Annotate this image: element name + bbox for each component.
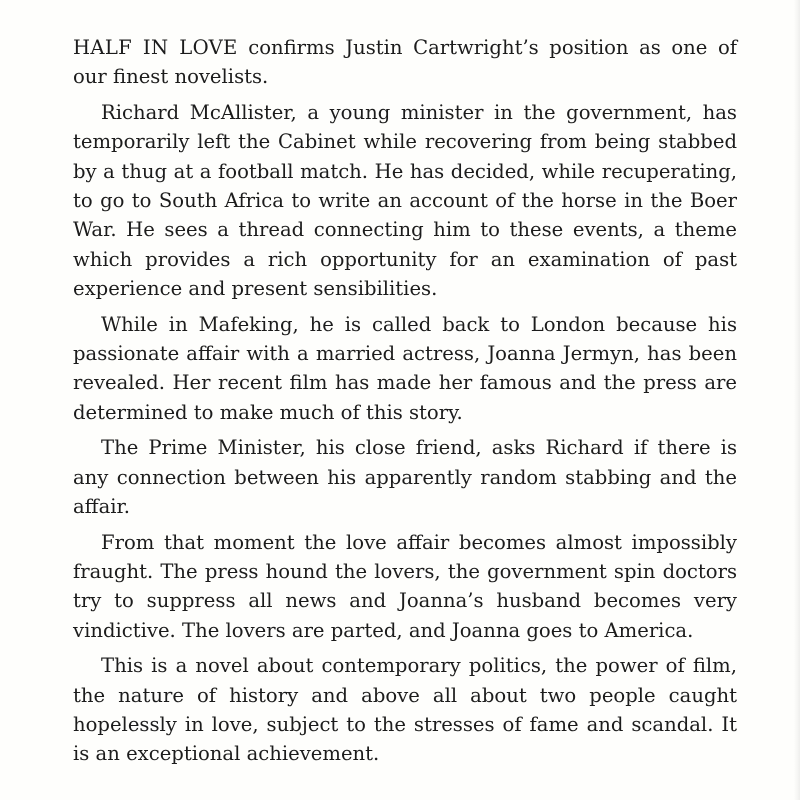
- blurb-paragraph: The Prime Minister, his close friend, asks Richard if there is any connection between his apparently random stabbing and the affair.: [73, 436, 737, 519]
- page-edge-shadow: [794, 0, 800, 800]
- blurb-paragraph: While in Mafeking, he is called back to London because his passionate affair with a married actress, Joanna Jermyn, has been revealed. Her recent film has made her famous and the press are determined to make much of this story.: [73, 312, 737, 424]
- blurb-paragraph: Richard McAllister, a young minister in the government, has temporarily left the Cabinet while recovering from being stabbed by a thug at a football match. He has decided, while recuperating, to go to South Africa to write an account of the horse in the Boer War. He sees a thread connecting him to these events, a theme which provides a rich opportunity for an examination of past experience and present sensibilities.: [73, 100, 737, 301]
- book-title: HALF IN LOVE: [73, 36, 238, 59]
- intro-text: confirms Justin Cartwright’s position as one of our finest novelists.: [73, 36, 738, 89]
- blurb-paragraph-intro: [73, 33, 737, 92]
- blurb-paragraph: From that moment the love affair becomes almost impossibly fraught. The press hound the lovers, the government spin doctors try to suppress all news and Joanna’s husband becomes very vindictive. The lovers are parted, and Joanna goes to America.: [73, 530, 737, 642]
- blurb-paragraph: This is a novel about contemporary politics, the power of film, the nature of history and above all about two people caught hopelessly in love, subject to the stresses of fame and scandal. It is an exceptional achievement.: [73, 654, 737, 766]
- blurb-text: [73, 33, 737, 775]
